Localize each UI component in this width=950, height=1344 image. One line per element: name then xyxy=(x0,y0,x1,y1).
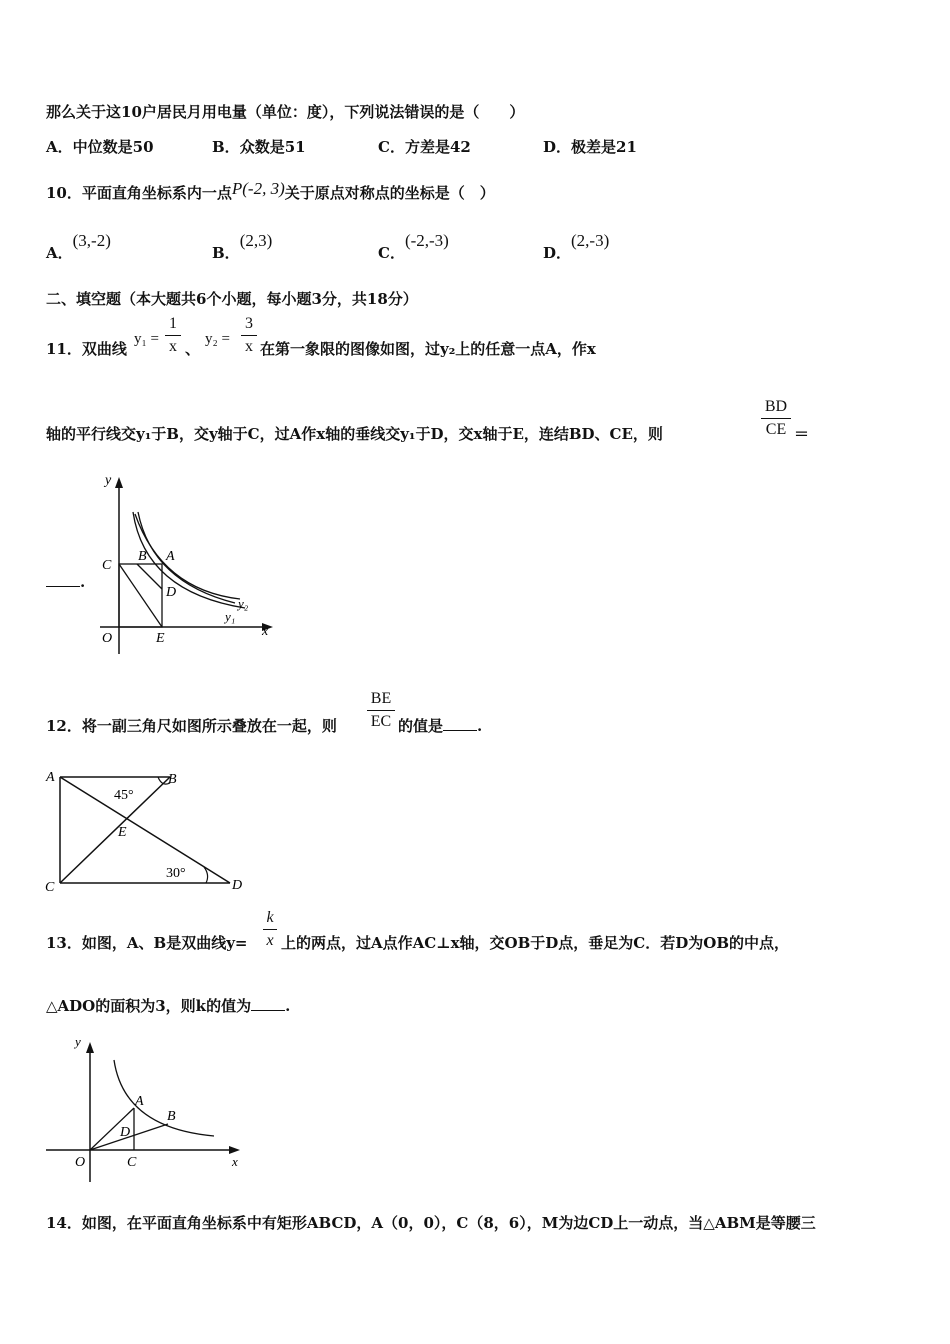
q11-label-a: A xyxy=(166,549,175,564)
q13-label-o: O xyxy=(75,1155,86,1170)
q11-label-y1: y₁ xyxy=(225,609,236,624)
q11-y1-label: y₁ = xyxy=(134,331,159,347)
q13-label-b: B xyxy=(167,1109,176,1124)
q11-label-c: C xyxy=(102,558,112,573)
q11-curve-y1 xyxy=(133,512,245,608)
q11-ratio-fraction: $\frac{BD}{CE}$ xyxy=(761,398,791,439)
q10-stem: 10．平面直角坐标系内一点P(-2, 3)关于原点对称点的坐标是（ ） xyxy=(46,179,495,202)
q11-label-o: O xyxy=(102,631,113,646)
q11-equals: ＝ xyxy=(794,425,810,443)
q13-suffix: 上的两点，过A点作AC⊥x轴，交OB于D点，垂足为C．若D为OB的中点， xyxy=(281,934,790,952)
q12-angle-45: 45° xyxy=(114,788,134,803)
q12-label-d: D xyxy=(232,878,243,893)
q13-fraction: $\frac{k}{x}$ xyxy=(263,909,277,950)
q9-option-b: B．众数是51 xyxy=(212,138,306,156)
q11-label-y2: y₂ xyxy=(238,596,249,611)
q11-stem-rest: 在第一象限的图像如图，过y₂上的任意一点A，作x xyxy=(260,340,596,358)
q10-option-c: C．(-2,-3) xyxy=(378,231,449,262)
q11-curve-y2 xyxy=(135,514,240,599)
q12-label-a: A xyxy=(46,770,55,785)
q13-label-c: C xyxy=(127,1155,137,1170)
q13-label-a: A xyxy=(135,1094,144,1109)
q9-option-a: A．中位数是50 xyxy=(46,138,154,156)
q11-y1-fraction: $\frac{1}{x}$ xyxy=(165,315,181,356)
q11-separator: 、 xyxy=(185,340,201,358)
q13-prefix: 13．如图，A、B是双曲线y= xyxy=(46,934,248,952)
q10-point: P(-2, 3) xyxy=(231,179,285,198)
q11-figure xyxy=(90,472,285,662)
q11-line2: 轴的平行线交y₁于B，交y轴于C，过A作x轴的垂线交y₁于D，交x轴于E，连结BD、CE，则 xyxy=(46,425,663,443)
q11-y2-label: y₂ = xyxy=(205,331,230,347)
q14-stem: 14．如图，在平面直角坐标系中有矩形ABCD，A（0，0），C（8，6），M为边CD上一动点，当△ABM是等腰三 xyxy=(46,1214,816,1232)
q12-label-c: C xyxy=(45,880,55,895)
q11-y-arrow-icon xyxy=(115,477,123,488)
section-title: 二、填空题（本大题共6个小题，每小题3分，共18分） xyxy=(46,290,418,308)
q11-prefix: 11．双曲线 xyxy=(46,340,127,358)
q12-figure xyxy=(40,765,255,895)
q10-option-d: D．(2,-3) xyxy=(543,231,610,262)
q13-line2: △ADO的面积为3，则k的值为 . xyxy=(46,997,291,1015)
q12-prefix: 12．将一副三角尺如图所示叠放在一起，则 xyxy=(46,717,337,735)
q12-label-b: B xyxy=(168,772,177,787)
q13-figure xyxy=(42,1032,252,1187)
q10-option-b: B．(2,3) xyxy=(212,231,273,262)
q11-label-d: D xyxy=(166,585,177,600)
q13-label-y: y xyxy=(75,1034,81,1049)
q11-label-b: B xyxy=(138,549,147,564)
q12-ratio-fraction: $\frac{BE}{EC}$ xyxy=(367,690,395,731)
q11-label-y: y xyxy=(105,473,112,488)
q13-y-arrow-icon xyxy=(86,1042,94,1053)
q13-x-arrow-icon xyxy=(229,1146,240,1154)
q10-option-a: A．(3,-2) xyxy=(46,231,111,262)
q9-option-d: D．极差是21 xyxy=(543,138,637,156)
q9-option-c: C．方差是42 xyxy=(378,138,471,156)
q11-label-x: x xyxy=(262,624,269,639)
q12-label-e: E xyxy=(118,825,127,840)
q11-segment-ce xyxy=(119,564,162,627)
q9-stem: 那么关于这10户居民月用电量（单位：度），下列说法错误的是（ ） xyxy=(46,103,525,121)
q11-y2-fraction: $\frac{3}{x}$ xyxy=(241,315,257,356)
q12-suffix: 的值是 . xyxy=(398,717,483,735)
q11-answer-blank: . xyxy=(46,572,85,592)
q13-label-d: D xyxy=(120,1125,131,1140)
q12-angle-30: 30° xyxy=(166,866,186,881)
q11-label-e: E xyxy=(156,631,165,646)
q13-label-x: x xyxy=(232,1154,238,1169)
